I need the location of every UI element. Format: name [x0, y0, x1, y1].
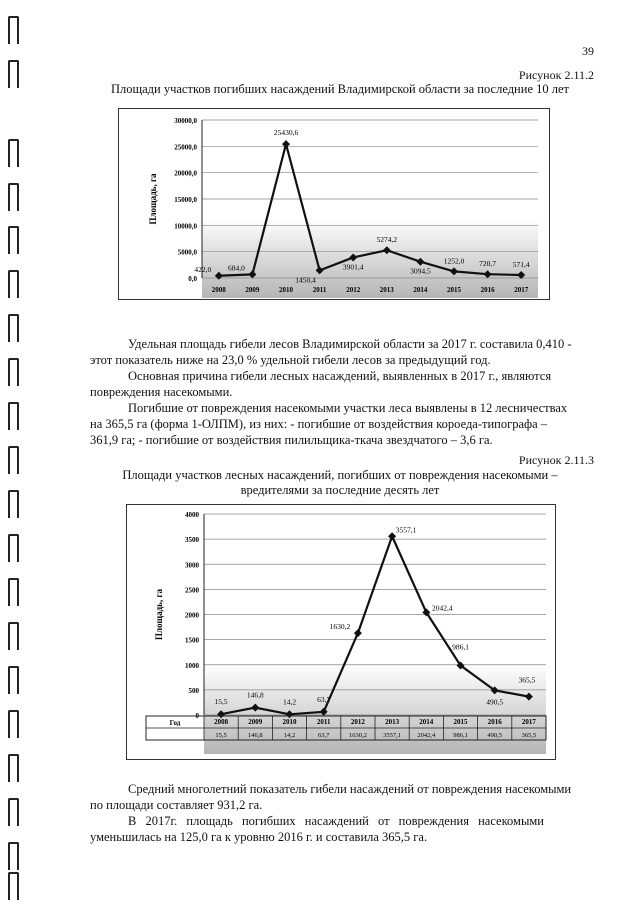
binder-ring: [8, 444, 17, 474]
binder-ring: [8, 181, 17, 211]
binder-ring: [8, 137, 17, 167]
chart-1-svg: [118, 108, 550, 300]
text-line: 361,9 га; - погибшие от воздействия пилильщика-ткача звездчатого – 3,6 га.: [90, 433, 493, 447]
data-label: 146,8: [246, 690, 264, 700]
data-label: 3901,4: [342, 262, 364, 272]
text-line: В 2017г. площадь погибших насаждений от повреждения насекомыми: [128, 814, 544, 828]
table-cell: 14,2: [283, 732, 296, 739]
x-tick-label: 2014: [413, 286, 428, 294]
x-tick-label: 2013: [385, 718, 400, 726]
figure-2-title: [60, 468, 620, 498]
x-tick-label: 2009: [245, 286, 260, 294]
x-tick-label: 2017: [514, 286, 529, 294]
chart-2: [126, 504, 556, 765]
x-tick-label: 2011: [312, 286, 327, 294]
text-line: Удельная площадь гибели лесов Владимирской области за 2017 г. составила 0,410 -: [128, 337, 572, 351]
data-label: 365,5: [518, 675, 536, 685]
figure-2-label: Рисунок 2.11.3: [518, 453, 594, 467]
data-label: 3094,5: [410, 266, 431, 276]
y-axis-label: Площадь, га: [148, 173, 158, 225]
text-line: Погибшие от повреждения насекомыми участки леса выявлены в 12 лесничествах: [128, 401, 568, 415]
data-label: 15,5: [214, 697, 228, 707]
table-cell: 63,7: [318, 732, 330, 739]
binder-ring: [8, 356, 17, 386]
binder-ring: [8, 708, 17, 738]
figure-1-title: Площади участков погибших насаждений Владимирской области за последние 10 лет: [110, 82, 569, 96]
x-tick-label: 2010: [282, 718, 297, 726]
text-line: уменьшилась на 125,0 га к уровню 2016 г. и составила 365,5 га.: [90, 830, 428, 844]
y-tick-label: 3500: [185, 536, 199, 545]
text-line: по площади составляет 931,2 га.: [90, 798, 263, 812]
x-tick-label: 2012: [346, 286, 361, 294]
data-label: 2042,4: [431, 603, 453, 613]
table-cell: 15,5: [215, 732, 227, 739]
table-row1-header: Год: [169, 719, 181, 727]
y-tick-label: 10000,0: [174, 222, 197, 231]
y-tick-label: 5000,0: [177, 248, 197, 257]
figure-2-title-line1: Площади участков лесных насаждений, погибших от повреждения насекомыми –: [122, 468, 558, 482]
text-block-2: [90, 781, 596, 845]
data-label: 63,7: [317, 694, 331, 704]
binder-ring: [8, 576, 17, 606]
x-tick-label: 2015: [447, 286, 461, 294]
table-cell: 365,5: [521, 732, 537, 739]
y-tick-label: 20000,0: [174, 169, 197, 178]
table-cell: 986,1: [453, 732, 468, 739]
x-tick-label: 2017: [521, 718, 536, 726]
data-label: 1630,2: [329, 622, 351, 632]
x-tick-label: 2010: [279, 286, 293, 294]
binder-ring: [8, 400, 17, 430]
binder-ring: [8, 14, 17, 44]
x-tick-label: 2009: [248, 718, 263, 726]
binder-ring: [8, 870, 17, 900]
data-label: 1252,0: [443, 256, 465, 266]
data-label: 422,0: [194, 264, 212, 274]
text-block-1: [90, 336, 596, 448]
data-label: 25430,6: [273, 128, 299, 138]
data-label: 571,4: [512, 259, 530, 269]
data-label: 684,0: [227, 263, 245, 273]
chart-2-svg: [126, 504, 556, 760]
binder-ring: [8, 532, 17, 562]
y-tick-label: 4000: [185, 511, 199, 519]
data-label: 14,2: [282, 697, 297, 707]
data-label: 3557,1: [395, 525, 417, 535]
y-tick-label: 15000,0: [174, 196, 197, 204]
binder-ring: [8, 840, 17, 870]
x-tick-label: 2008: [214, 718, 229, 726]
y-tick-label: 2000: [185, 611, 199, 620]
y-tick-label: 30000,0: [174, 117, 197, 125]
binder-ring: [8, 752, 17, 782]
binder-ring: [8, 268, 17, 298]
table-cell: 3557,1: [383, 732, 402, 739]
text-line: Основная причина гибели лесных насаждений, выявленных в 2017 г., являются: [128, 369, 552, 383]
x-tick-label: 2011: [316, 718, 331, 726]
data-label: 490,5: [486, 697, 504, 707]
table-cell: 2042,4: [417, 732, 436, 739]
y-tick-label: 25000,0: [174, 143, 197, 152]
binder-ring: [8, 620, 17, 650]
data-label: 720,7: [479, 259, 497, 269]
text-line: на 365,5 га (форма 1-ОЛПМ), из них: - погибшие от воздействия короеда-типографа –: [90, 417, 548, 431]
x-tick-label: 2014: [419, 718, 434, 726]
x-tick-label: 2015: [453, 718, 468, 726]
table-cell: 1630,2: [348, 732, 367, 739]
y-tick-label: 1000: [185, 661, 199, 670]
y-tick-label: 1500: [185, 636, 199, 645]
x-tick-label: 2012: [350, 718, 365, 726]
x-tick-label: 2013: [379, 286, 394, 294]
y-tick-label: 500: [188, 686, 199, 695]
figure-2-title-line2: вредителями за последние десять лет: [240, 483, 440, 497]
page-number: 39: [582, 44, 594, 58]
binder-ring: [8, 796, 17, 826]
binder-ring: [8, 664, 17, 694]
binder-ring: [8, 224, 17, 254]
figure-1-label: Рисунок 2.11.2: [518, 68, 594, 82]
table-cell: 490,5: [487, 732, 503, 739]
y-tick-label: 3000: [185, 561, 199, 570]
data-label: 1450,4: [295, 275, 316, 285]
binder-ring: [8, 58, 17, 88]
text-line: этот показатель ниже на 23,0 % удельной гибели лесов за предыдущий год.: [90, 353, 491, 367]
y-tick-label: 0,0: [188, 275, 197, 283]
data-label: 986,1: [452, 642, 469, 652]
y-tick-label: 2500: [185, 586, 199, 595]
y-axis-label: Площадь, га: [154, 588, 164, 641]
binder-ring: [8, 488, 17, 518]
x-tick-label: 2016: [487, 718, 502, 726]
x-tick-label: 2016: [480, 286, 495, 294]
x-tick-label: 2008: [211, 286, 226, 294]
binder-ring: [8, 312, 17, 342]
data-label: 5274,2: [376, 235, 398, 245]
text-line: Средний многолетний показатель гибели насаждений от повреждения насекомыми: [128, 782, 572, 796]
table-cell: 146,8: [247, 732, 263, 739]
y-tick-label: 0: [195, 712, 199, 720]
chart-1: [118, 108, 550, 305]
text-line: повреждения насекомыми.: [90, 385, 233, 399]
